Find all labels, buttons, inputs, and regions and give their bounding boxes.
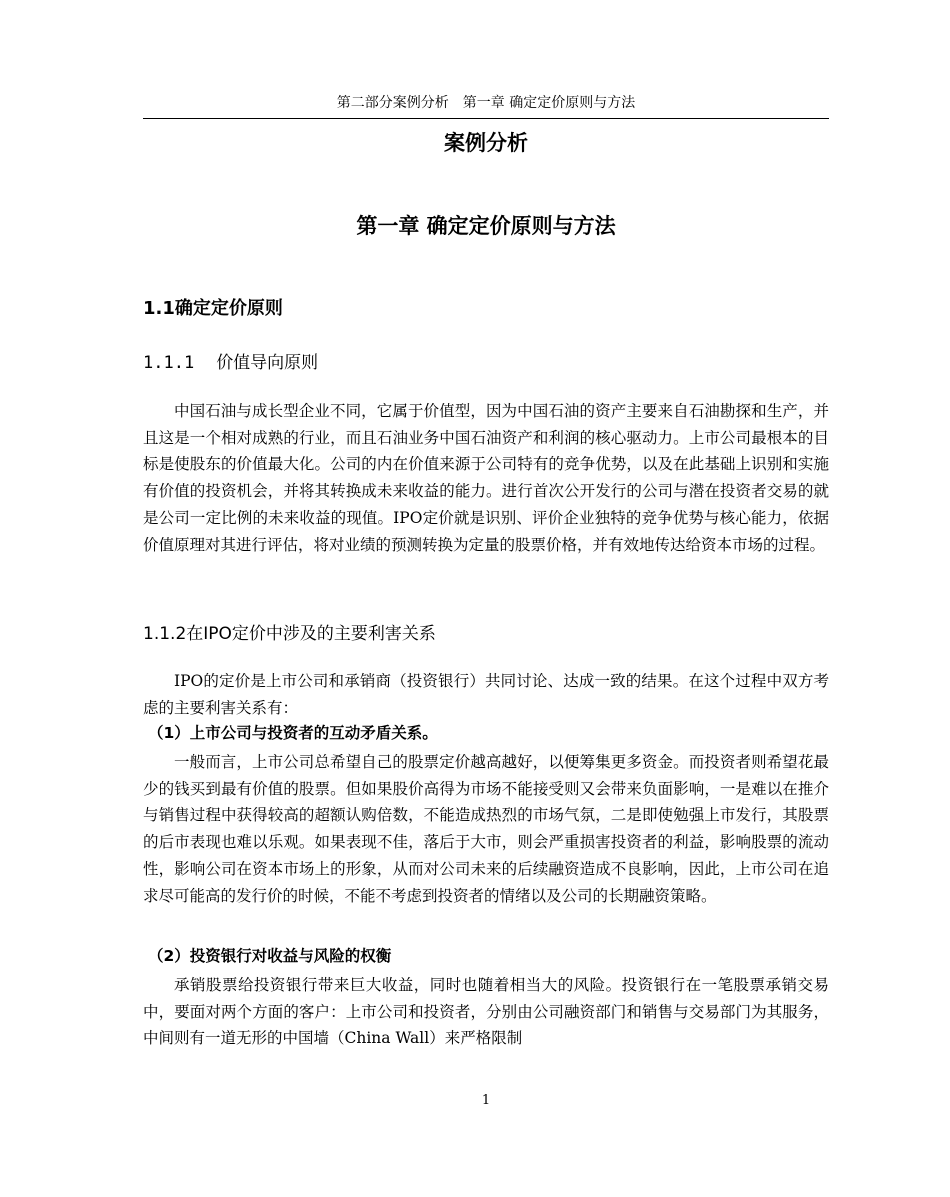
running-header: 第二部分案例分析 第一章 确定定价原则与方法 [336,95,636,111]
subheading-item-2: （2）投资银行对收益与风险的权衡 [148,947,392,965]
header-rule [143,118,829,119]
section-heading-1-1: 1.1确定定价原则 [143,298,283,319]
paragraph-item-1: 一般而言，上市公司总希望自己的股票定价越高越好，以便筹集更多资金。而投资者则希望花最少的钱买到最有价值的股票。但如果股价高得为市场不能接受则又会带来负面影响，一是难以在推介与销售过程中获得较高的超额认购倍数，不能造成热烈的市场气氛，二是即使勉强上市发行，其股票的后市表现也难以乐观。如果表现不佳，落后于大市，则会严重损害投资者的利益，影响股票的流动性，影响公司在资本市场上的形象，从而对公司未来的后续融资造成不良影响，因此，上市公司在追求尽可能高的发行价的时候，不能不考虑到投资者的情绪以及公司的长期融资策略。 [143,753,829,905]
paragraph-intro: IPO的定价是上市公司和承销商（投资银行）共同讨论、达成一致的结果。在这个过程中双方考虑的主要利害关系有： [143,672,829,717]
page-number: 1 [481,1093,491,1108]
section-heading-1-1-1 [143,350,318,376]
chapter-title: 第一章 确定定价原则与方法 [356,214,616,238]
section-title: 价值导向原则 [216,353,319,373]
page-title: 案例分析 [444,131,528,155]
paragraph-value-orientation: 中国石油与成长型企业不同，它属于价值型，因为中国石油的资产主要来自石油勘探和生产，并且这是一个相对成熟的行业，而且石油业务中国石油资产和利润的核心驱动力。上市公司最根本的目标是使股东的价值最大化。公司的内在价值来源于公司特有的竞争优势，以及在此基础上识别和实施有价值的投资机会，并将其转换成未来收益的能力。进行首次公开发行的公司与潜在投资者交易的就是公司一定比例的未来收益的现值。IPO定价就是识别、评价企业独特的竞争优势与核心能力，依据价值原理对其进行评估，将对业绩的预测转换为定量的股票价格，并有效地传达给资本市场的过程。 [143,402,829,554]
section-number: 1.1.1 [143,353,195,373]
paragraph-item-2: 承销股票给投资银行带来巨大收益，同时也随着相当大的风险。投资银行在一笔股票承销交易中，要面对两个方面的客户：上市公司和投资者，分别由公司融资部门和销售与交易部门为其服务，中间则有一道无形的中国墙（China Wall）来严格限制 [143,976,829,1048]
section-heading-1-1-2: 1.1.2在IPO定价中涉及的主要利害关系 [143,624,436,644]
subheading-item-1: （1）上市公司与投资者的互动矛盾关系。 [148,724,438,742]
